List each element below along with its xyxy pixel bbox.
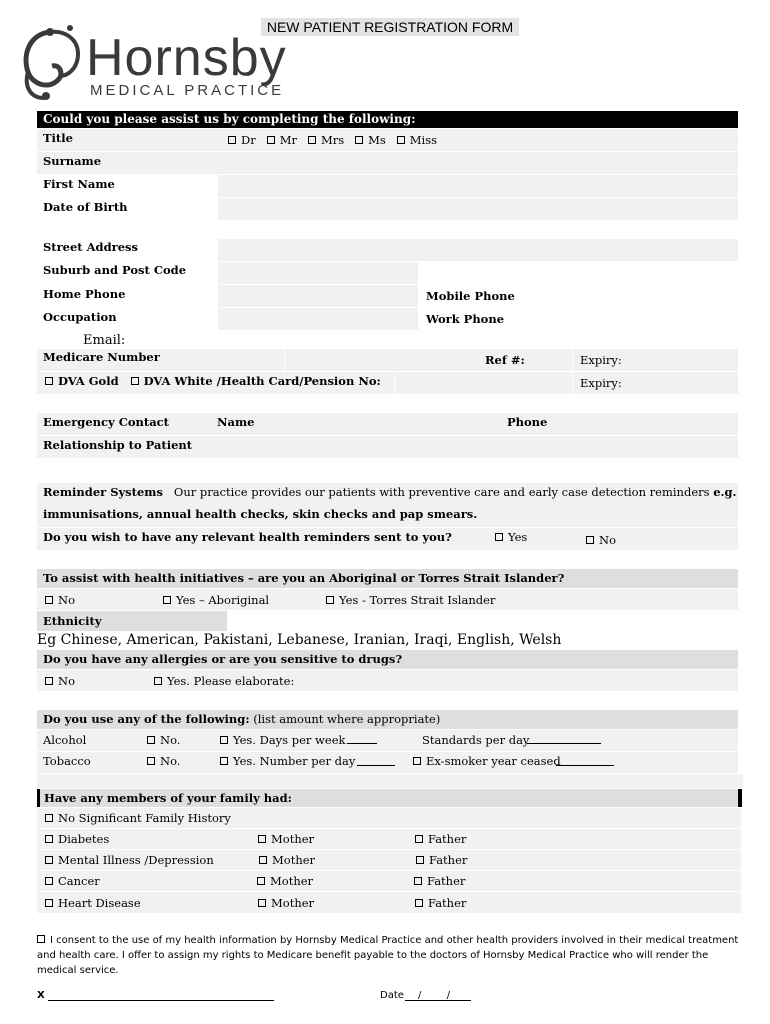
medicare-divider — [284, 349, 285, 371]
home-phone-field[interactable] — [218, 285, 418, 307]
aboriginal-yes-label: Yes – Aboriginal — [176, 593, 270, 607]
dob-label: Date of Birth — [43, 200, 128, 214]
ex-smoker-checkbox[interactable] — [413, 757, 421, 765]
reminder-text: Our practice provides our patients with preventive care and early case detection reminders — [173, 485, 710, 499]
title-mr-checkbox[interactable] — [267, 136, 275, 144]
title-options — [228, 133, 437, 147]
logo-name: Hornsby — [86, 29, 287, 87]
emergency-name-label: Name — [217, 415, 255, 429]
heart-mother-checkbox[interactable] — [258, 899, 266, 907]
dva-gold-checkbox[interactable] — [45, 377, 53, 385]
substances-spacer — [37, 774, 743, 788]
form-title: NEW PATIENT REGISTRATION FORM — [261, 18, 519, 36]
mobile-phone-label: Mobile Phone — [426, 289, 515, 303]
occupation-label: Occupation — [43, 310, 117, 324]
email-field[interactable] — [130, 332, 738, 348]
alcohol-yes-checkbox[interactable] — [220, 736, 228, 744]
aboriginal-yes-checkbox[interactable] — [163, 596, 171, 604]
allergies-yes-label: Yes. Please elaborate: — [167, 674, 295, 688]
mental-illness-label: Mental Illness /Depression — [58, 853, 214, 867]
dva-number-field[interactable] — [396, 372, 572, 394]
emergency-phone-label: Phone — [507, 415, 548, 429]
aboriginal-question: To assist with health initiatives – are you an Aboriginal or Torres Strait Islander? — [43, 571, 565, 585]
mobile-phone-field[interactable] — [520, 285, 738, 307]
reminder-eg: e.g. — [713, 485, 737, 499]
tobacco-yes-label: Yes. Number per day — [233, 754, 356, 768]
diabetes-mother-checkbox[interactable] — [258, 835, 266, 843]
expiry-label-2: Expiry: — [580, 376, 622, 390]
allergies-yes-checkbox[interactable] — [154, 677, 162, 685]
personal-section-header: Could you please assist us by completing the following: — [37, 111, 738, 128]
family-none-label: No Significant Family History — [58, 811, 231, 825]
reminder-label: Reminder Systems — [43, 485, 163, 499]
alcohol-days-field[interactable] — [347, 734, 377, 744]
diabetes-checkbox[interactable] — [45, 835, 53, 843]
title-mrs-label: Mrs — [320, 133, 345, 147]
cancer-father-label: Father — [427, 874, 466, 888]
aboriginal-no-checkbox[interactable] — [45, 596, 53, 604]
date-label: Date — [380, 990, 404, 1001]
ethnicity-field[interactable] — [228, 611, 738, 631]
title-mr-label: Mr — [279, 133, 297, 147]
cancer-mother-label: Mother — [270, 874, 314, 888]
occupation-field[interactable] — [218, 308, 418, 330]
tobacco-no-label: No. — [160, 754, 181, 768]
emergency-contact-label: Emergency Contact — [43, 415, 169, 429]
allergies-elaborate-field[interactable] — [292, 670, 738, 691]
street-address-label: Street Address — [43, 240, 138, 254]
heart-mother-label: Mother — [271, 896, 315, 910]
stethoscope-icon — [20, 24, 90, 102]
title-label: Title — [43, 131, 73, 145]
alcohol-row — [37, 730, 738, 751]
reminder-no-checkbox[interactable] — [586, 536, 594, 544]
dob-field[interactable] — [218, 198, 738, 220]
relationship-label: Relationship to Patient — [43, 438, 193, 452]
reminder-no-label: No — [599, 533, 616, 547]
tobacco-label: Tobacco — [43, 754, 91, 768]
first-name-label: First Name — [43, 177, 115, 191]
torres-yes-checkbox[interactable] — [326, 596, 334, 604]
cancer-checkbox[interactable] — [45, 877, 53, 885]
signature-mark: X — [37, 990, 45, 1001]
allergies-question: Do you have any allergies or are you sensitive to drugs? — [43, 652, 403, 666]
mental-mother-label: Mother — [272, 853, 316, 867]
alcohol-no-label: No. — [160, 733, 181, 747]
heart-father-checkbox[interactable] — [415, 899, 423, 907]
cancer-label: Cancer — [58, 874, 100, 888]
alcohol-standards-field[interactable] — [527, 734, 601, 744]
diabetes-mother-label: Mother — [271, 832, 315, 846]
title-dr-label: Dr — [241, 133, 256, 147]
alcohol-standards-label: Standards per day — [422, 733, 530, 747]
mental-father-label: Father — [429, 853, 468, 867]
tobacco-yes-checkbox[interactable] — [220, 757, 228, 765]
title-ms-checkbox[interactable] — [355, 136, 363, 144]
medicare-divider — [572, 349, 573, 371]
mental-mother-checkbox[interactable] — [259, 856, 267, 864]
logo-subtitle: MEDICAL PRACTICE — [90, 82, 285, 99]
reminder-yes-label: Yes — [508, 530, 528, 544]
family-none-checkbox[interactable] — [45, 814, 53, 822]
dva-divider — [394, 372, 395, 394]
work-phone-label: Work Phone — [426, 312, 505, 326]
ref-label: Ref #: — [485, 353, 525, 367]
title-miss-checkbox[interactable] — [397, 136, 405, 144]
alcohol-label: Alcohol — [43, 733, 87, 747]
suburb-field[interactable] — [218, 262, 418, 284]
dva-divider — [572, 372, 573, 394]
emergency-phone-field[interactable] — [550, 413, 738, 435]
alcohol-no-checkbox[interactable] — [147, 736, 155, 744]
signature-field[interactable] — [48, 990, 274, 1001]
family-header-marker — [37, 789, 40, 807]
work-phone-field[interactable] — [520, 308, 738, 330]
title-dr-checkbox[interactable] — [228, 136, 236, 144]
family-header-marker — [738, 789, 742, 807]
aboriginal-no-label: No — [58, 593, 75, 607]
heart-disease-checkbox[interactable] — [45, 899, 53, 907]
dva-white-label: DVA White /Health Card/Pension No: — [143, 374, 381, 388]
emergency-name-field[interactable] — [256, 413, 496, 435]
date-format: / / — [418, 990, 451, 1001]
dva-white-checkbox[interactable] — [131, 377, 139, 385]
surname-label: Surname — [43, 154, 102, 168]
tobacco-no-checkbox[interactable] — [147, 757, 155, 765]
alcohol-yes-label: Yes. Days per week — [233, 733, 346, 747]
mental-illness-checkbox[interactable] — [45, 856, 53, 864]
allergies-no-label: No — [58, 674, 75, 688]
suburb-label: Suburb and Post Code — [43, 263, 187, 277]
consent-block — [37, 933, 749, 978]
street-address-field[interactable] — [218, 239, 738, 261]
substances-note: (list amount where appropriate) — [253, 712, 441, 726]
cancer-mother-checkbox[interactable] — [257, 877, 265, 885]
diabetes-father-label: Father — [428, 832, 467, 846]
title-miss-label: Miss — [409, 133, 438, 147]
dva-gold-label: DVA Gold — [58, 374, 119, 388]
diabetes-father-checkbox[interactable] — [415, 835, 423, 843]
consent-text: I consent to the use of my health information by Hornsby Medical Practice and other health providers involved in their medical treatment and health care. I offer to assign my rights to Medicare benefit payable to the doctors of Hornsby Medical Practice who will render the medical service. — [37, 935, 739, 976]
ethnicity-example: Eg Chinese, American, Pakistani, Lebanese, Iranian, Iraqi, English, Welsh — [37, 632, 562, 648]
family-row-heart — [37, 892, 741, 913]
family-row-cancer — [37, 871, 741, 891]
first-name-field[interactable] — [218, 175, 738, 197]
family-question: Have any members of your family had: — [44, 791, 292, 805]
ex-smoker-year-field[interactable] — [556, 756, 614, 766]
ex-smoker-label: Ex-smoker year ceased — [426, 754, 561, 768]
reminder-line-2: immunisations, annual health checks, skin checks and pap smears. — [43, 507, 478, 521]
consent-checkbox[interactable] — [37, 935, 45, 943]
heart-father-label: Father — [428, 896, 467, 910]
ethnicity-label: Ethnicity — [43, 614, 102, 628]
medicare-number-field[interactable] — [286, 349, 476, 371]
torres-yes-label: Yes - Torres Strait Islander — [339, 593, 496, 607]
reminder-question: Do you wish to have any relevant health reminders sent to you? — [43, 530, 452, 544]
diabetes-label: Diabetes — [58, 832, 110, 846]
substances-header — [43, 712, 440, 726]
mental-father-checkbox[interactable] — [416, 856, 424, 864]
expiry-label: Expiry: — [580, 353, 622, 367]
heart-disease-label: Heart Disease — [58, 896, 141, 910]
title-mrs-checkbox[interactable] — [308, 136, 316, 144]
title-ms-label: Ms — [368, 133, 386, 147]
allergies-no-checkbox[interactable] — [45, 677, 53, 685]
email-label: Email: — [83, 333, 126, 348]
tobacco-number-field[interactable] — [357, 756, 395, 766]
cancer-father-checkbox[interactable] — [414, 877, 422, 885]
substances-question: Do you use any of the following: — [43, 712, 250, 726]
family-row-diabetes — [37, 829, 741, 849]
relationship-field[interactable] — [200, 436, 738, 458]
medicare-number-label: Medicare Number — [43, 350, 160, 364]
reminder-line-1 — [43, 485, 737, 499]
reminder-yes-checkbox[interactable] — [495, 533, 503, 541]
surname-field[interactable] — [218, 152, 738, 174]
home-phone-label: Home Phone — [43, 287, 126, 301]
